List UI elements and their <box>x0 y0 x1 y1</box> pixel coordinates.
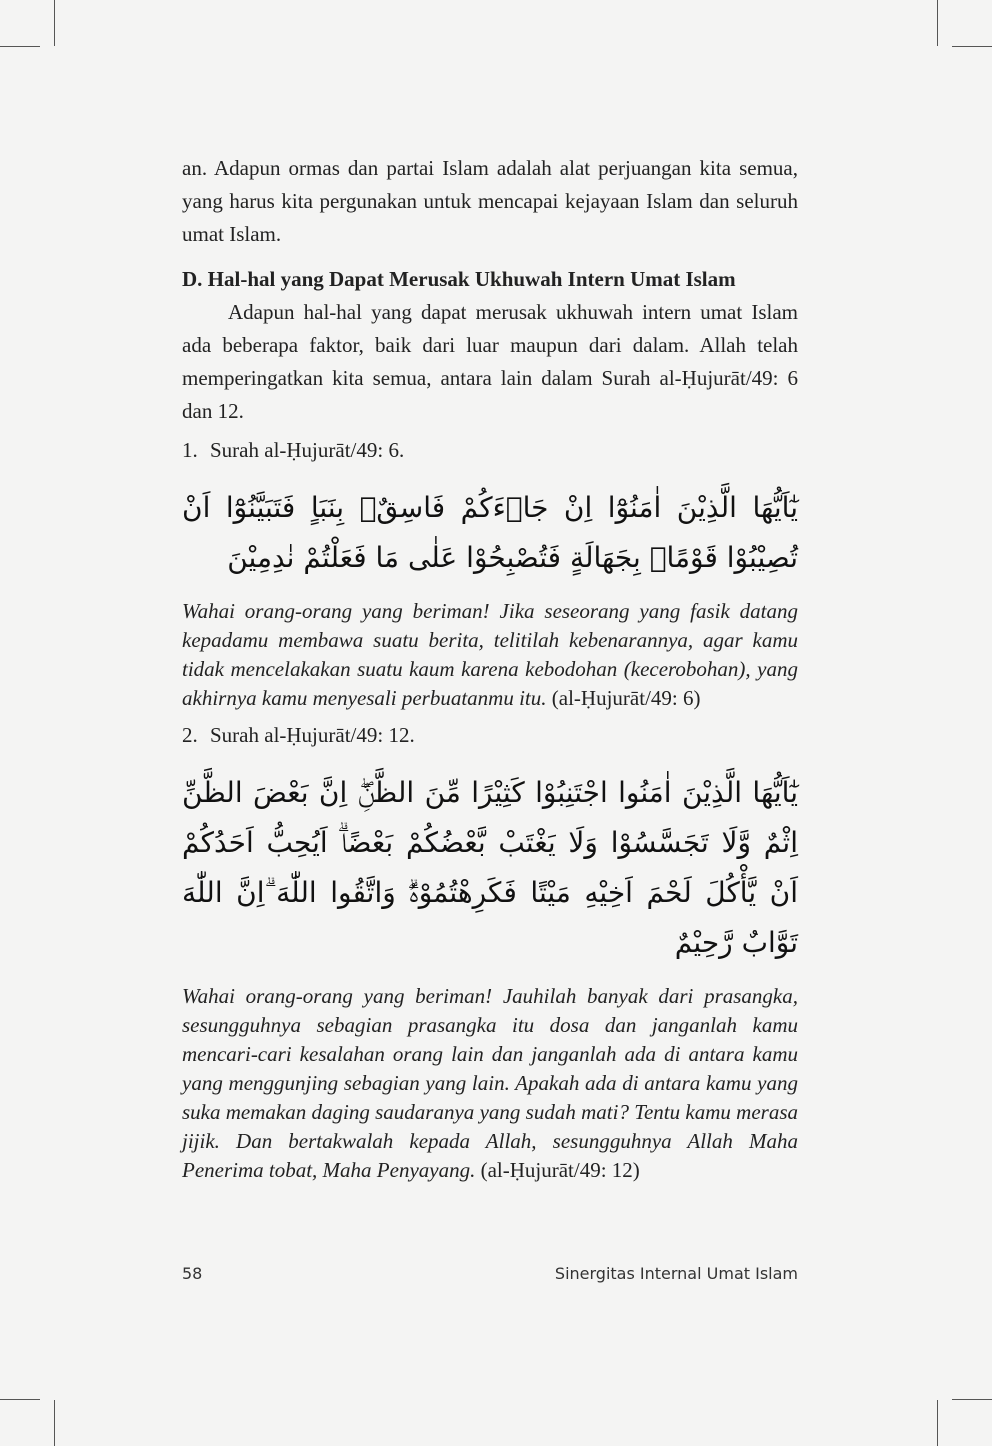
crop-mark <box>0 1399 40 1400</box>
verse-translation <box>182 597 798 713</box>
section-heading: D. Hal-hal yang Dapat Merusak Ukhuwah Intern Umat Islam <box>182 267 736 291</box>
intro-paragraph: an. Adapun ormas dan partai Islam adalah alat perjuangan kita semua, yang harus kita pergunakan untuk mencapai kejayaan Islam dan seluruh umat Islam. <box>182 156 798 246</box>
verse-item-number: 2. <box>182 723 198 747</box>
arabic-verse: يٰٓاَيُّهَا الَّذِيْنَ اٰمَنُوْٓا اِنْ جَاۤءَكُمْ فَاسِقٌۢ بِنَبَاٍ فَتَبَيَّنُوْٓا اَنْ تُصِيْبُوْا قَوْمًاۢ بِجَهَالَةٍ فَتُصْبِحُوْا عَلٰى مَا فَعَلْتُمْ نٰدِمِيْنَ <box>182 491 798 574</box>
page-content <box>182 152 798 1185</box>
verse-item-title <box>182 719 798 752</box>
crop-mark <box>0 46 40 47</box>
verse-item-label: Surah al-Ḥujurāt/49: 12. <box>210 723 415 747</box>
verse-reference: (al-Ḥujurāt/49: 12) <box>480 1158 640 1182</box>
crop-mark <box>952 46 992 47</box>
crop-mark <box>952 1399 992 1400</box>
verse-translation <box>182 982 798 1185</box>
verse-item-label: Surah al-Ḥujurāt/49: 6. <box>210 438 405 462</box>
page-number: 58 <box>182 1264 203 1283</box>
verse-item-number: 1. <box>182 438 198 462</box>
verse-item-title <box>182 434 798 467</box>
crop-mark <box>54 1400 55 1446</box>
page-footer <box>182 1264 798 1283</box>
running-title: Sinergitas Internal Umat Islam <box>554 1264 798 1283</box>
verse-item-2 <box>182 719 798 1185</box>
translation-text: Wahai orang-orang yang beriman! Jauhilah banyak dari prasangka, sesungguhnya sebagian prasangka itu dosa dan janganlah kamu mencari-cari kesalahan orang lain dan janganlah ada di antara kamu yang menggunjing sebagian yang lain. Apakah ada di antara kamu yang suka memakan daging saudaranya yang sudah mati? Tentu kamu merasa jijik. Dan bertakwalah kepada Allah, sesungguhnya Allah Maha Penerima tobat, Maha Penyayang. <box>182 984 798 1182</box>
section-paragraph: Adapun hal-hal yang dapat merusak ukhuwah intern umat Islam ada beberapa faktor, baik dari luar maupun dari dalam. Allah telah memperingatkan kita semua, antara lain dalam Surah al-Ḥujurāt/49: 6 dan 12. <box>182 300 798 423</box>
verse-reference: (al-Ḥujurāt/49: 6) <box>551 686 701 710</box>
crop-mark <box>54 0 55 46</box>
crop-mark <box>937 1400 938 1446</box>
arabic-verse: يٰٓاَيُّهَا الَّذِيْنَ اٰمَنُوا اجْتَنِبُوْا كَثِيْرًا مِّنَ الظَّنِّۖ اِنَّ بَعْضَ الظَّنِّ اِثْمٌ وَّلَا تَجَسَّسُوْا وَلَا يَغْتَبْ بَّعْضُكُمْ بَعْضًاۗ اَيُحِبُّ اَحَدُكُمْ اَنْ يَّأْكُلَ لَحْمَ اَخِيْهِ مَيْتًا فَكَرِهْتُمُوْهُۗ وَاتَّقُوا اللّٰهَ ۗاِنَّ اللّٰهَ تَوَّابٌ رَّحِيْمٌ <box>182 776 798 959</box>
crop-mark <box>937 0 938 46</box>
translation-text: Wahai orang-orang yang beriman! Jika seseorang yang fasik datang kepadamu membawa suatu berita, telitilah kebenarannya, agar kamu tidak mencelakakan suatu kaum karena kebodohan (kecerobohan), yang akhirnya kamu menyesali perbuatanmu itu. <box>182 599 798 710</box>
verse-item-1 <box>182 434 798 713</box>
